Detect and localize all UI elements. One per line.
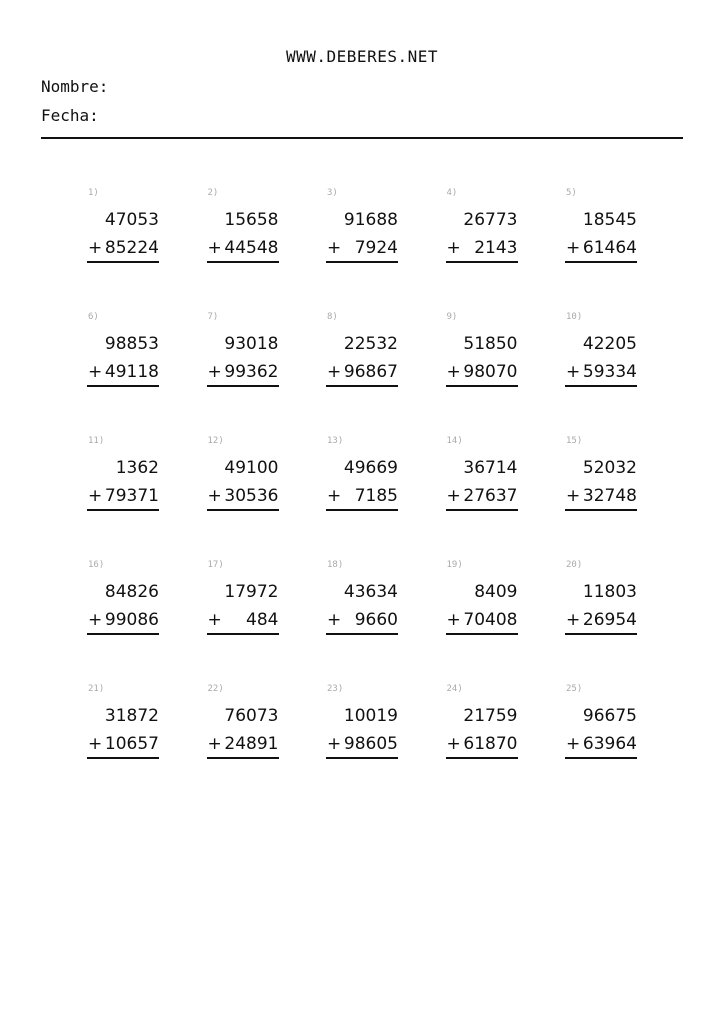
addition-problem	[86, 188, 206, 312]
second-addend: 7924	[354, 238, 398, 258]
plus-sign: +	[566, 238, 581, 258]
first-addend: 26773	[463, 210, 518, 230]
plus-sign: +	[88, 362, 103, 382]
answer-line	[446, 757, 518, 759]
problem-number: 4)	[446, 188, 458, 198]
addition-problem	[445, 436, 565, 560]
second-addend-row	[325, 610, 398, 630]
plus-sign: +	[446, 610, 461, 630]
answer-line	[326, 509, 398, 511]
second-addend-row	[86, 486, 159, 506]
first-addend: 10019	[343, 706, 398, 726]
plus-sign: +	[566, 610, 581, 630]
problem-number: 2)	[207, 188, 219, 198]
second-addend: 10657	[104, 734, 159, 754]
second-addend-row	[206, 610, 279, 630]
addition-problem	[564, 312, 684, 436]
plus-sign: +	[566, 362, 581, 382]
problem-number: 9)	[446, 312, 458, 322]
second-addend: 98070	[463, 362, 518, 382]
plus-sign: +	[327, 238, 342, 258]
problem-number: 18)	[327, 560, 344, 570]
plus-sign: +	[327, 486, 342, 506]
date-label: Fecha:	[41, 106, 99, 125]
second-addend-row	[445, 610, 518, 630]
problem-number: 12)	[207, 436, 224, 446]
problem-number: 10)	[566, 312, 583, 322]
second-addend: 99362	[224, 362, 279, 382]
answer-line	[207, 385, 279, 387]
answer-line	[446, 633, 518, 635]
addition-problem	[206, 188, 326, 312]
problem-number: 5)	[566, 188, 577, 198]
problem-number: 25)	[566, 684, 583, 694]
answer-line	[565, 633, 637, 635]
addition-problem	[445, 560, 565, 684]
problem-number: 1)	[88, 188, 99, 198]
problem-number: 17)	[207, 560, 224, 570]
second-addend-row	[325, 362, 398, 382]
problem-number: 11)	[88, 436, 105, 446]
plus-sign: +	[207, 610, 222, 630]
addition-problem	[206, 312, 326, 436]
problem-number: 13)	[327, 436, 344, 446]
answer-line	[87, 261, 159, 263]
second-addend: 61464	[582, 238, 637, 258]
answer-line	[87, 757, 159, 759]
addition-problem	[86, 684, 206, 808]
first-addend: 47053	[104, 210, 159, 230]
addition-problem	[206, 436, 326, 560]
answer-line	[87, 509, 159, 511]
first-addend: 49669	[343, 458, 398, 478]
plus-sign: +	[207, 238, 222, 258]
plus-sign: +	[446, 734, 461, 754]
second-addend-row	[206, 362, 279, 382]
second-addend-row	[564, 610, 637, 630]
second-addend: 85224	[104, 238, 159, 258]
problem-number: 22)	[207, 684, 224, 694]
plus-sign: +	[446, 486, 461, 506]
problem-number: 14)	[446, 436, 463, 446]
problem-number: 20)	[566, 560, 583, 570]
second-addend: 7185	[354, 486, 398, 506]
answer-line	[446, 261, 518, 263]
first-addend: 98853	[104, 334, 159, 354]
answer-line	[87, 385, 159, 387]
second-addend-row	[445, 238, 518, 258]
addition-problem	[86, 436, 206, 560]
second-addend-row	[206, 486, 279, 506]
second-addend-row	[86, 362, 159, 382]
problem-number: 6)	[88, 312, 99, 322]
second-addend-row	[325, 486, 398, 506]
first-addend: 8409	[474, 582, 518, 602]
second-addend-row	[206, 238, 279, 258]
answer-line	[207, 509, 279, 511]
first-addend: 11803	[582, 582, 637, 602]
first-addend: 93018	[224, 334, 279, 354]
site-header: WWW.DEBERES.NET	[286, 47, 438, 66]
answer-line	[207, 757, 279, 759]
second-addend-row	[325, 238, 398, 258]
second-addend-row	[86, 734, 159, 754]
plus-sign: +	[327, 610, 342, 630]
plus-sign: +	[88, 486, 103, 506]
second-addend-row	[86, 238, 159, 258]
problem-number: 21)	[88, 684, 105, 694]
second-addend: 61870	[463, 734, 518, 754]
answer-line	[207, 261, 279, 263]
first-addend: 76073	[224, 706, 279, 726]
problem-number: 3)	[327, 188, 338, 198]
problem-number: 8)	[327, 312, 338, 322]
addition-problem	[325, 312, 445, 436]
first-addend: 31872	[104, 706, 159, 726]
addition-problem	[564, 188, 684, 312]
first-addend: 84826	[104, 582, 159, 602]
addition-problem	[86, 560, 206, 684]
first-addend: 91688	[343, 210, 398, 230]
second-addend-row	[445, 486, 518, 506]
answer-line	[326, 261, 398, 263]
second-addend-row	[564, 734, 637, 754]
second-addend: 26954	[582, 610, 637, 630]
answer-line	[326, 757, 398, 759]
first-addend: 21759	[463, 706, 518, 726]
addition-problem	[445, 188, 565, 312]
addition-problem	[564, 684, 684, 808]
plus-sign: +	[446, 362, 461, 382]
problem-number: 19)	[446, 560, 463, 570]
header-rule	[41, 137, 683, 139]
answer-line	[446, 385, 518, 387]
answer-line	[565, 385, 637, 387]
plus-sign: +	[566, 486, 581, 506]
second-addend: 484	[246, 610, 279, 630]
first-addend: 1362	[115, 458, 159, 478]
second-addend: 2143	[474, 238, 518, 258]
plus-sign: +	[446, 238, 461, 258]
answer-line	[326, 385, 398, 387]
addition-problem	[325, 436, 445, 560]
answer-line	[565, 261, 637, 263]
first-addend: 18545	[582, 210, 637, 230]
addition-problem	[445, 684, 565, 808]
first-addend: 49100	[224, 458, 279, 478]
problem-number: 15)	[566, 436, 583, 446]
name-label: Nombre:	[41, 77, 109, 96]
second-addend: 96867	[343, 362, 398, 382]
second-addend: 44548	[224, 238, 279, 258]
second-addend: 32748	[582, 486, 637, 506]
answer-line	[565, 757, 637, 759]
second-addend-row	[564, 238, 637, 258]
first-addend: 52032	[582, 458, 637, 478]
second-addend: 24891	[224, 734, 279, 754]
plus-sign: +	[327, 362, 342, 382]
answer-line	[446, 509, 518, 511]
second-addend: 30536	[224, 486, 279, 506]
plus-sign: +	[207, 734, 222, 754]
plus-sign: +	[88, 610, 103, 630]
addition-problem	[325, 684, 445, 808]
second-addend-row	[564, 486, 637, 506]
addition-problem	[564, 436, 684, 560]
first-addend: 36714	[463, 458, 518, 478]
plus-sign: +	[327, 734, 342, 754]
second-addend: 98605	[343, 734, 398, 754]
addition-problem	[206, 684, 326, 808]
second-addend-row	[445, 362, 518, 382]
addition-problem	[445, 312, 565, 436]
problem-number: 7)	[207, 312, 219, 322]
plus-sign: +	[207, 486, 222, 506]
first-addend: 17972	[224, 582, 279, 602]
second-addend-row	[86, 610, 159, 630]
second-addend: 63964	[582, 734, 637, 754]
answer-line	[326, 633, 398, 635]
second-addend-row	[325, 734, 398, 754]
second-addend: 49118	[104, 362, 159, 382]
plus-sign: +	[88, 734, 103, 754]
first-addend: 51850	[463, 334, 518, 354]
first-addend: 43634	[343, 582, 398, 602]
addition-problem	[86, 312, 206, 436]
problem-number: 16)	[88, 560, 105, 570]
answer-line	[207, 633, 279, 635]
plus-sign: +	[207, 362, 222, 382]
second-addend: 99086	[104, 610, 159, 630]
first-addend: 15658	[224, 210, 279, 230]
second-addend-row	[445, 734, 518, 754]
first-addend: 22532	[343, 334, 398, 354]
plus-sign: +	[88, 238, 103, 258]
plus-sign: +	[566, 734, 581, 754]
second-addend-row	[206, 734, 279, 754]
first-addend: 96675	[582, 706, 637, 726]
answer-line	[87, 633, 159, 635]
answer-line	[565, 509, 637, 511]
second-addend: 79371	[104, 486, 159, 506]
addition-problem	[206, 560, 326, 684]
second-addend: 9660	[354, 610, 398, 630]
second-addend: 70408	[463, 610, 518, 630]
addition-problem	[325, 560, 445, 684]
first-addend: 42205	[582, 334, 637, 354]
second-addend-row	[564, 362, 637, 382]
problem-number: 23)	[327, 684, 344, 694]
addition-problem	[325, 188, 445, 312]
problems-grid	[86, 188, 684, 808]
addition-problem	[564, 560, 684, 684]
second-addend: 59334	[582, 362, 637, 382]
problem-number: 24)	[446, 684, 463, 694]
second-addend: 27637	[463, 486, 518, 506]
